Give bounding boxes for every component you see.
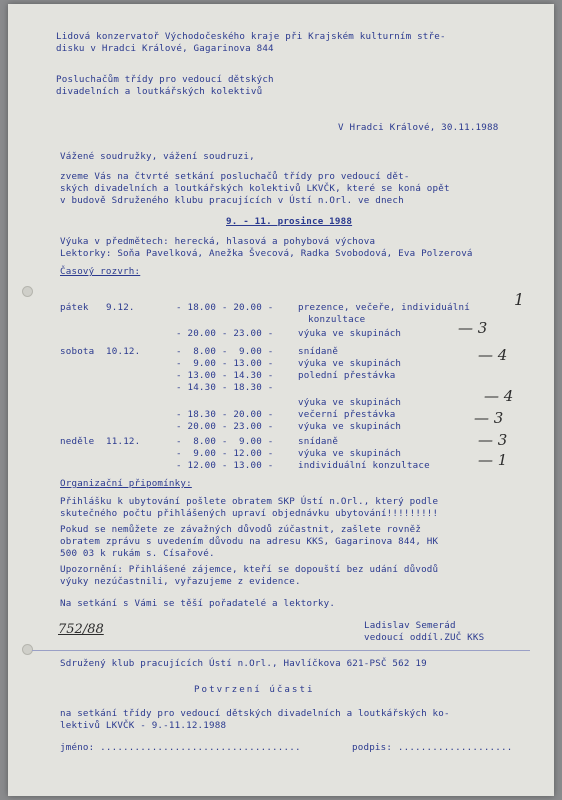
schedule-time: - 20.00 - 23.00 - <box>176 328 274 339</box>
confirmation-title: Potvrzení účasti <box>194 684 315 695</box>
schedule-time: - 18.00 - 20.00 - <box>176 302 274 313</box>
schedule-time: - 9.00 - 12.00 - <box>176 448 274 459</box>
club-address: Sdružený klub pracujících Ústí n.Orl., Havlíčkova 621-PSČ 562 19 <box>60 658 427 669</box>
header-line-2: disku v Hradci Králové, Gagarinova 844 <box>56 43 274 54</box>
body-line-1: zveme Vás na čtvrté setkání posluchačů třídy pro vedoucí dět- <box>60 171 410 182</box>
schedule-time: - 20.00 - 23.00 - <box>176 421 274 432</box>
lecturers-line: Lektorky: Soňa Pavelková, Anežka Švecová, Radka Svobodová, Eva Polzerová <box>60 248 473 259</box>
closing-line: Na setkání s Vámi se těší pořadatelé a lektorky. <box>60 598 336 609</box>
salutation: Vážené soudružky, vážení soudruzi, <box>60 151 255 162</box>
handwritten-note: — 4 <box>478 346 508 364</box>
handwritten-note: — 3 <box>478 431 508 449</box>
schedule-activity: výuka ve skupinách <box>298 421 402 432</box>
note-line-2: výuky nezúčastnili, vyřazujeme z evidence. <box>60 576 301 587</box>
confirmation-line-1: na setkání třídy pro vedoucí dětských divadelních a loutkářských ko- <box>60 708 450 719</box>
schedule-time: - 13.00 - 14.30 - <box>176 370 274 381</box>
handwritten-note: — 4 <box>484 387 514 405</box>
body-line-2: ských divadelních a loutkářských kolektivů LKVČK, které se koná opět <box>60 183 450 194</box>
handwritten-note: — 3 <box>474 409 504 427</box>
schedule-activity: výuka ve skupinách <box>298 358 402 369</box>
teaching-line: Výuka v předmětech: herecká, hlasová a pohybová výchova <box>60 236 376 247</box>
handwritten-note: — 3 <box>458 319 488 337</box>
schedule-time: - 18.30 - 20.00 - <box>176 409 274 420</box>
organisation-line-2: skutečného počtu přihlášených upraví objednávku ubytování!!!!!!!!! <box>60 508 439 519</box>
organisation-line-3: Pokud se nemůžete ze závažných důvodů zúčastnit, zašlete rovněž <box>60 524 422 535</box>
signatory-role: vedoucí oddíl.ZUČ KKS <box>364 632 485 643</box>
schedule-heading: Časový rozvrh: <box>60 266 141 277</box>
divider <box>32 650 530 651</box>
schedule-activity: snídaně <box>298 346 339 357</box>
handwritten-reference: 752/88 <box>58 622 104 637</box>
handwritten-note: — 1 <box>478 451 508 469</box>
schedule-date: 9.12. <box>106 302 135 313</box>
event-dates: 9. - 11. prosince 1988 <box>226 216 353 227</box>
schedule-activity: snídaně <box>298 436 339 447</box>
addressee-line-2: divadelních a loutkářských kolektivů <box>56 86 263 97</box>
signature-field: podpis: .................... <box>352 742 513 753</box>
handwritten-note: 1 <box>514 290 525 309</box>
schedule-activity: večerní přestávka <box>298 409 396 420</box>
signatory-name: Ladislav Semerád <box>364 620 456 631</box>
punch-hole <box>22 286 33 297</box>
schedule-time: - 14.30 - 18.30 - <box>176 382 274 393</box>
schedule-activity: prezence, večeře, individuální <box>298 302 470 313</box>
name-field: jméno: ................................... <box>60 742 301 753</box>
body-line-3: v budově Sdruženého klubu pracujících v Ústí n.Orl. ve dnech <box>60 195 404 206</box>
organisation-line-4: obratem zprávu s uvedením důvodu na adresu KKS, Gagarinova 844, HK <box>60 536 439 547</box>
schedule-activity: individuální konzultace <box>298 460 430 471</box>
schedule-date: 11.12. <box>106 436 141 447</box>
header-line-1: Lidová konzervatoř Východočeského kraje při Krajském kulturním stře- <box>56 31 446 42</box>
organisation-line-5: 500 03 k rukám s. Císařové. <box>60 548 215 559</box>
organisation-line-1: Přihlášku k ubytování pošlete obratem SKP Ústí n.Orl., který podle <box>60 496 439 507</box>
schedule-activity: výuka ve skupinách <box>298 328 402 339</box>
schedule-day: pátek <box>60 302 89 313</box>
addressee-line-1: Posluchačům třídy pro vedoucí dětských <box>56 74 274 85</box>
note-line-1: Upozornění: Přihlášené zájemce, kteří se dopouští bez udání důvodů <box>60 564 439 575</box>
schedule-time: - 12.00 - 13.00 - <box>176 460 274 471</box>
schedule-activity: výuka ve skupinách <box>298 397 402 408</box>
schedule-time: - 8.00 - 9.00 - <box>176 436 274 447</box>
organisation-heading: Organizační připomínky: <box>60 478 192 489</box>
schedule-time: - 9.00 - 13.00 - <box>176 358 274 369</box>
place-date: V Hradci Králové, 30.11.1988 <box>338 122 499 133</box>
schedule-date: 10.12. <box>106 346 141 357</box>
schedule-activity: polední přestávka <box>298 370 396 381</box>
schedule-day: sobota <box>60 346 95 357</box>
schedule-day: neděle <box>60 436 95 447</box>
schedule-activity: výuka ve skupinách <box>298 448 402 459</box>
schedule-time: - 8.00 - 9.00 - <box>176 346 274 357</box>
confirmation-line-2: lektivů LKVČK - 9.-11.12.1988 <box>60 720 227 731</box>
schedule-activity-cont: konzultace <box>308 314 366 325</box>
document-page <box>8 4 554 796</box>
